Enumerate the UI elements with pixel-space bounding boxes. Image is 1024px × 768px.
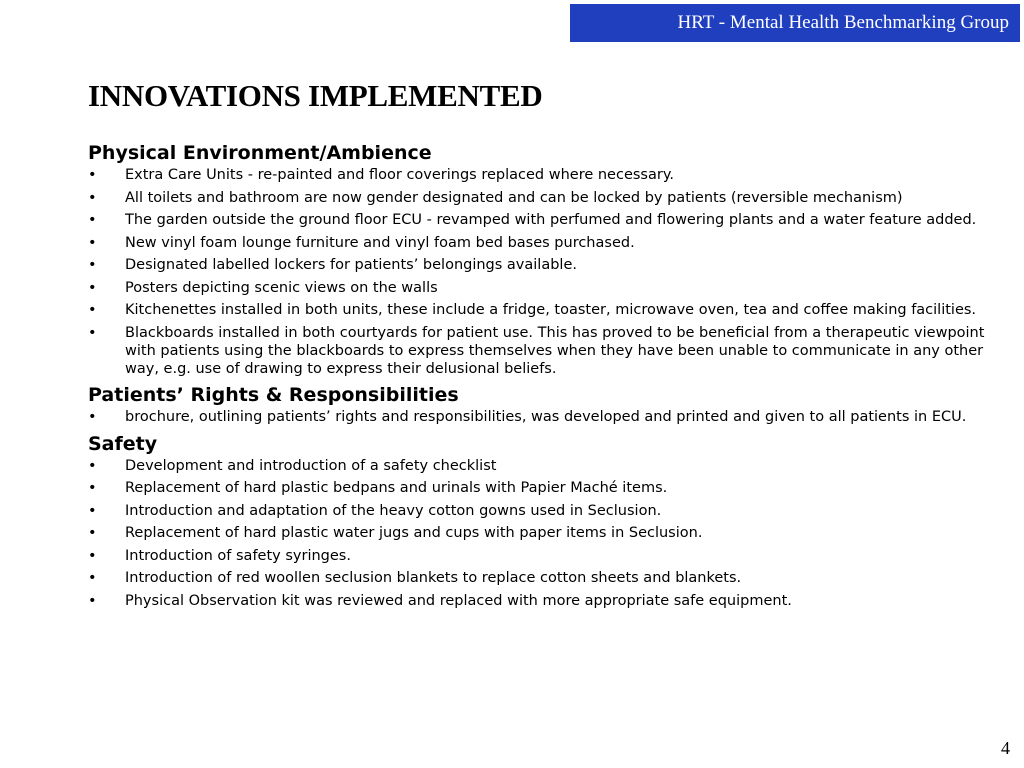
list-item <box>88 502 1000 520</box>
list-item <box>88 592 1000 610</box>
list-item-text: Kitchenettes installed in both units, these include a fridge, toaster, microwave oven, tea and coffee making facilities. <box>125 302 977 318</box>
header-banner <box>570 4 1020 42</box>
list-item-text: All toilets and bathroom are now gender designated and can be locked by patients (reversible mechanism) <box>125 189 903 206</box>
bullet-icon: • <box>88 525 97 541</box>
list-item-text: Introduction of safety syringes. <box>125 547 351 564</box>
bullet-icon: • <box>88 257 97 273</box>
list-item <box>88 524 1000 542</box>
physical-environment-list <box>88 166 1000 378</box>
list-item <box>88 324 1000 378</box>
list-item <box>88 457 1000 475</box>
list-item-text: Replacement of hard plastic bedpans and urinals with Papier Maché items. <box>125 480 668 496</box>
list-item <box>88 301 1000 319</box>
list-item-text: brochure, outlining patients’ rights and responsibilities, was developed and printed and given to all patients in ECU. <box>125 409 967 425</box>
list-item <box>88 211 1000 229</box>
bullet-icon: • <box>88 570 97 586</box>
patients-rights-list <box>88 408 1000 426</box>
bullet-icon: • <box>88 457 97 474</box>
list-item <box>88 234 1000 252</box>
page-title: INNOVATIONS IMPLEMENTED <box>88 78 543 113</box>
list-item-text: Introduction and adaptation of the heavy cotton gowns used in Seclusion. <box>125 502 662 519</box>
bullet-icon: • <box>88 167 97 183</box>
section-heading-physical-environment: Physical Environment/Ambience <box>88 142 432 164</box>
list-item <box>88 547 1000 565</box>
list-item-text: The garden outside the ground floor ECU - revamped with perfumed and flowering plants and a water feature added. <box>125 212 977 228</box>
bullet-icon: • <box>88 502 97 519</box>
bullet-icon: • <box>88 324 97 341</box>
bullet-icon: • <box>88 302 97 318</box>
slide-content <box>88 140 1000 614</box>
list-item <box>88 479 1000 497</box>
bullet-icon: • <box>88 234 97 251</box>
list-item <box>88 166 1000 184</box>
list-item <box>88 189 1000 207</box>
header-group-name: HRT - Mental Health Benchmarking Group <box>677 12 1009 33</box>
list-item <box>88 408 1000 426</box>
list-item <box>88 256 1000 274</box>
list-item <box>88 569 1000 587</box>
safety-list <box>88 457 1000 610</box>
bullet-icon: • <box>88 592 97 609</box>
bullet-icon: • <box>88 279 97 296</box>
list-item-text: Blackboards installed in both courtyards for patient use. This has proved to be beneficial from a therapeutic viewpoint with patients using the blackboards to express themselves when they have been unable to communicate in any other way, e.g. use of drawing to express their delusional beliefs. <box>125 324 985 377</box>
list-item-text: Introduction of red woollen seclusion blankets to replace cotton sheets and blankets. <box>125 570 742 586</box>
bullet-icon: • <box>88 409 97 425</box>
page-number: 4 <box>1001 738 1010 758</box>
list-item-text: Physical Observation kit was reviewed and replaced with more appropriate safe equipment. <box>125 592 792 609</box>
bullet-icon: • <box>88 212 97 228</box>
list-item-text: Extra Care Units - re-painted and floor coverings replaced where necessary. <box>125 167 674 183</box>
list-item-text: New vinyl foam lounge furniture and vinyl foam bed bases purchased. <box>125 234 635 251</box>
list-item-text: Replacement of hard plastic water jugs and cups with paper items in Seclusion. <box>125 525 703 541</box>
section-heading-safety: Safety <box>88 432 158 455</box>
bullet-icon: • <box>88 480 97 496</box>
bullet-icon: • <box>88 547 97 564</box>
bullet-icon: • <box>88 189 97 206</box>
list-item <box>88 279 1000 297</box>
list-item-text: Development and introduction of a safety checklist <box>125 457 497 474</box>
list-item-text: Designated labelled lockers for patients’ belongings available. <box>125 257 577 273</box>
section-heading-patients-rights: Patients’ Rights & Responsibilities <box>88 384 459 406</box>
list-item-text: Posters depicting scenic views on the walls <box>125 279 438 296</box>
